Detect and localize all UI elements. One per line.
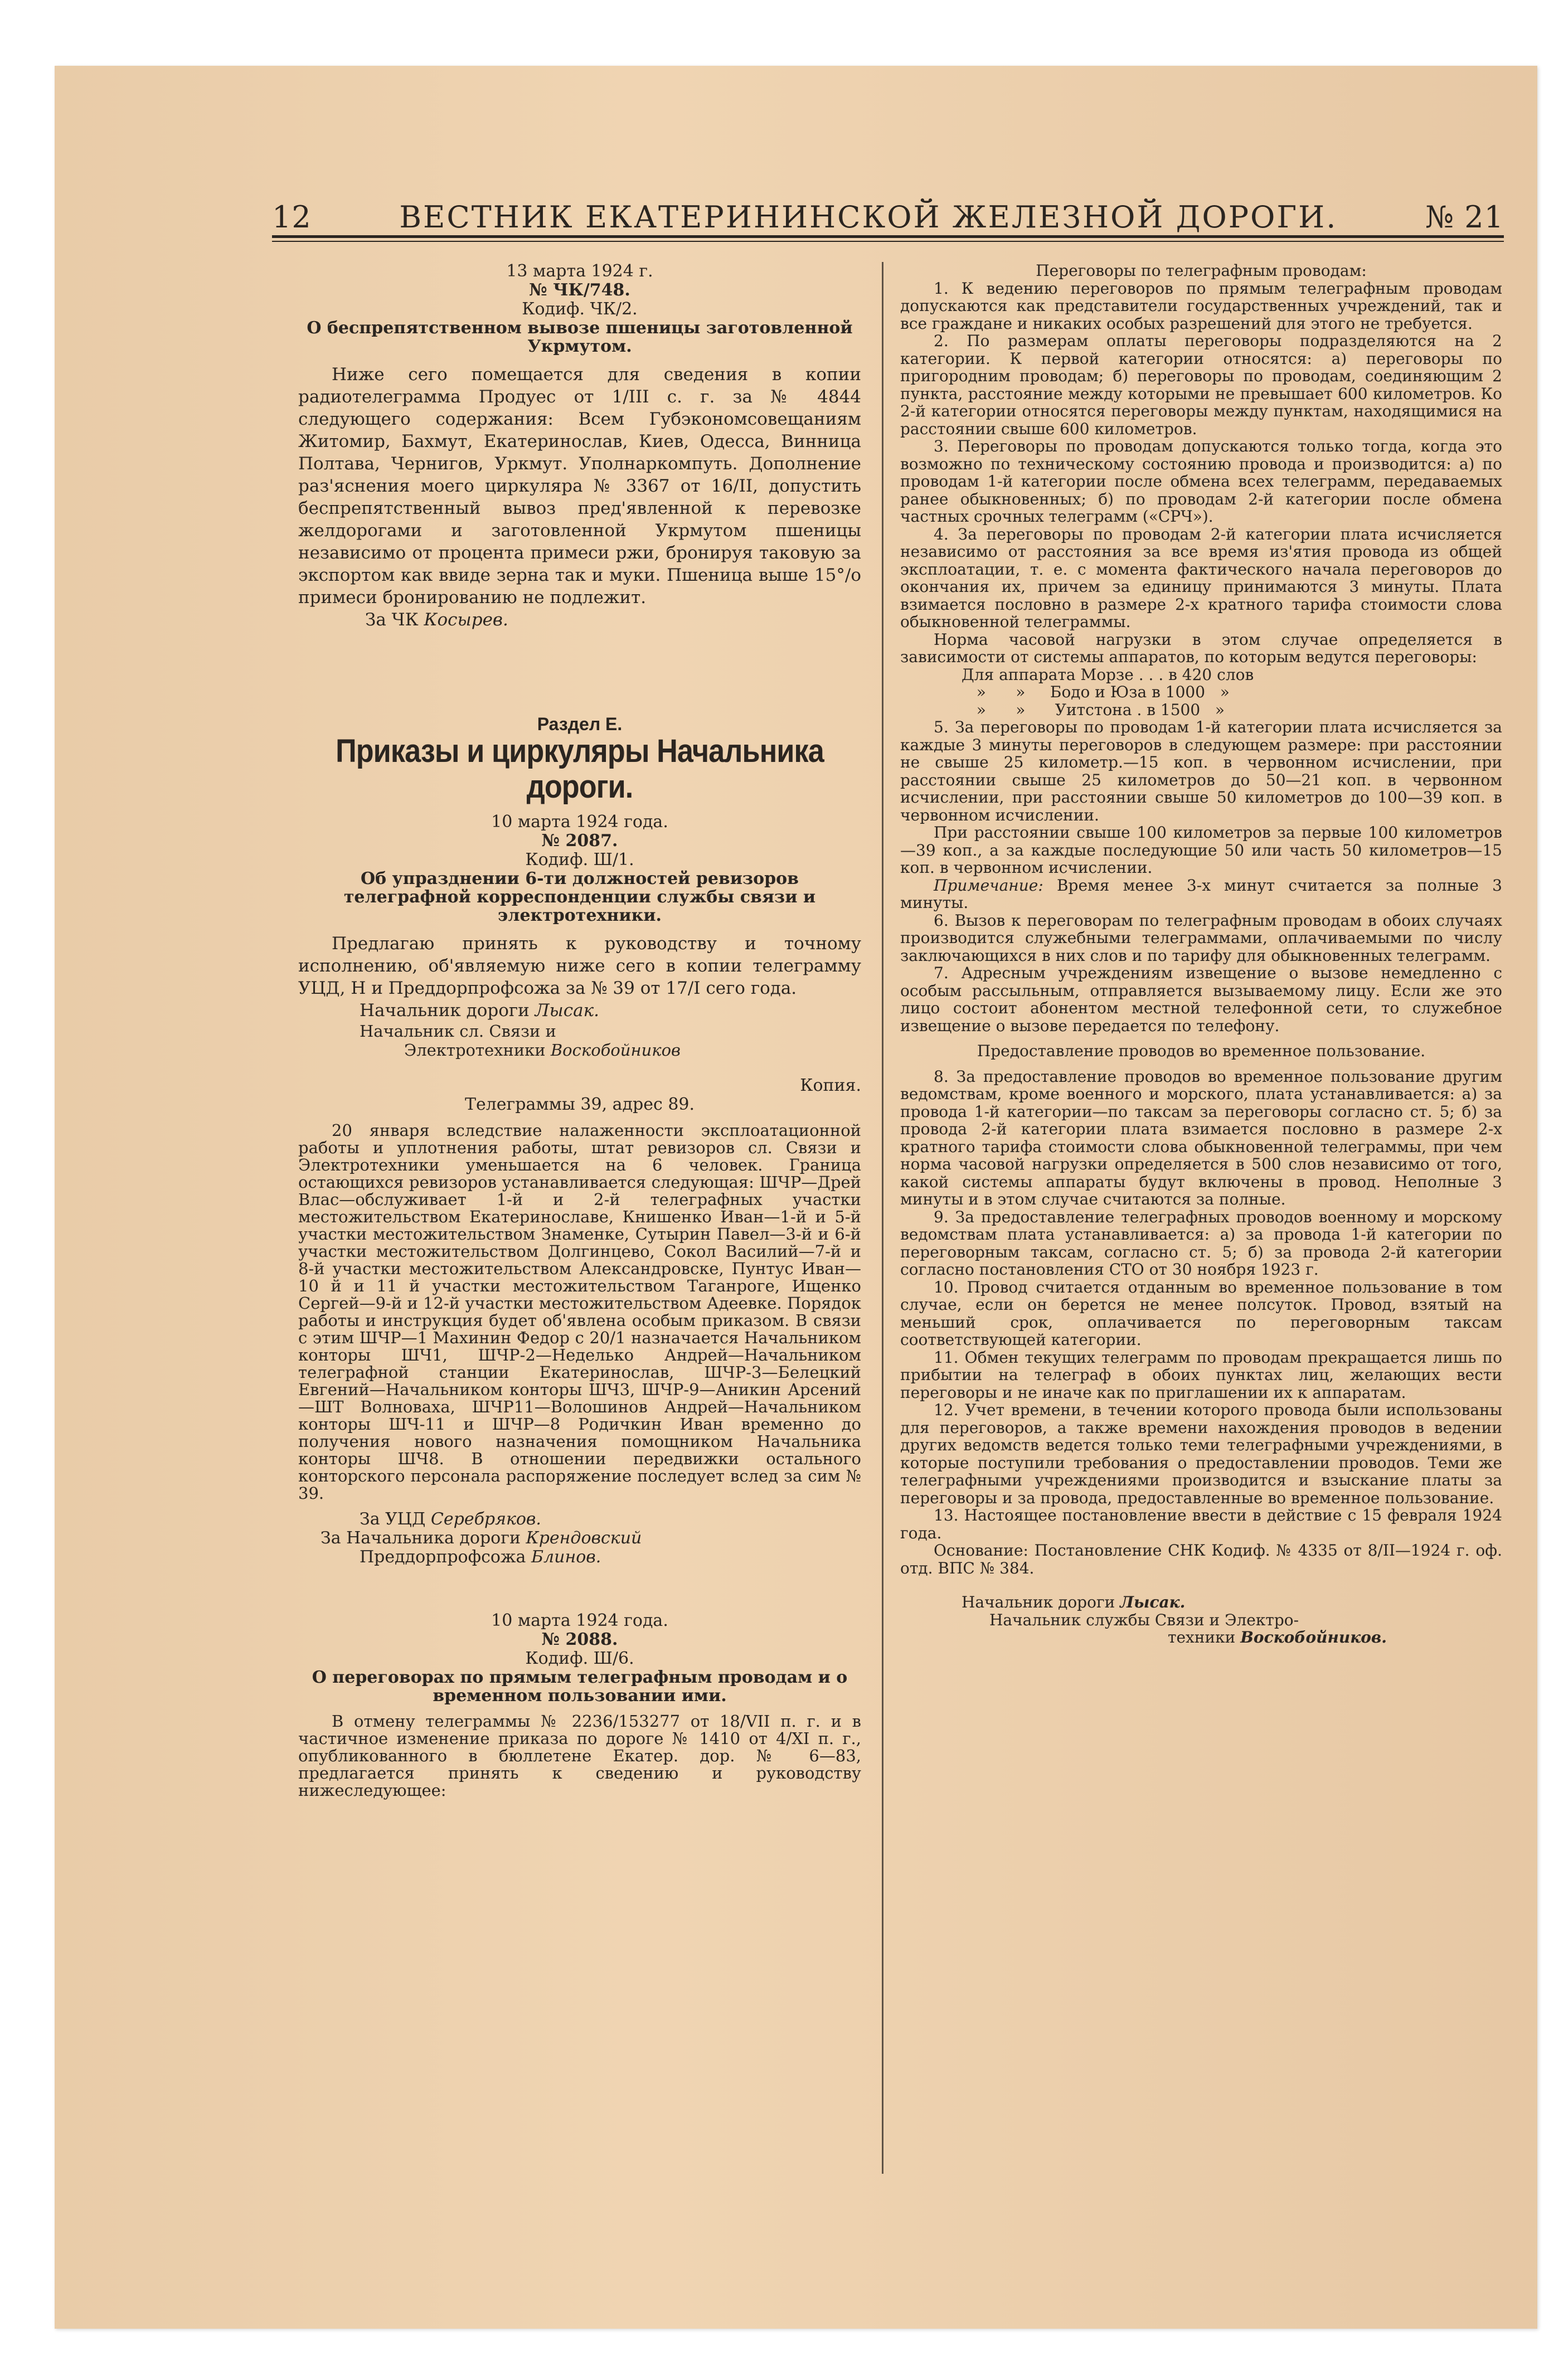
a3-code: Кодиф. Ш/6. [525,1649,634,1668]
a1-body: Ниже сего помещается для сведения в копии радиотелеграмма Продуес от 1/III с. г. за № 4844 следующего содержания: Всем Губэкономсовещаниям Житомир, Бахмут, Екатеринослав, Киев, Одесса, Винница Полтава, Чернигов, Уркмут. Уполнаркомпуть. Дополнение раз'яснения моего циркуляра № 3367 от 16/II, допустить беспрепятственный вывоз пред'явленной к перевозке желдорогами и заготовленной Укрмутом пшеницы независимо от процента примеси ржи, бронируя таковую за экспортом как ввиде зерна так и муки. Пшеница выше 15°/о примеси бронированию не подлежит. [298,365,861,608]
page-number: 12 [272,200,312,235]
clause-5: 5. За переговоры по проводам 1-й категории плата исчисляется за каждые 3 минуты переговоров в следующем размере: при расстоянии не свыше 25 километр.—15 коп. в червонном исчислении, при расстоянии свыше 25 километров до 50—21 коп. в червонном исчислении, при расстоянии свыше 50 километров до 100—39 коп. в червонном исчислении. [900,718,1502,824]
a2-sign2-line2: Электротехники Воскобойников [404,1041,681,1060]
section-label: Раздел Е. [537,714,623,734]
a3-heading: О переговорах по прямым телеграфным проводам и о временном пользовании ими. [312,1668,848,1706]
rate-row: » » Уитстона . в 1500 » [962,700,1225,719]
section-title: Приказы и циркуляры Начальника дороги. [336,733,824,805]
issue-number: № 21 [1425,200,1504,235]
clause-9: 9. За предоставление телеграфных проводов военному и морскому ведомствам плата устанавливается: а) за провода 1-й категории по переговорным таксам, согласно ст. 5; б) за провода 2-й категории согласно постановления СТО от 30 ноября 1923 г. [900,1207,1502,1279]
clause-11: 11. Обмен текущих телеграмм по проводам прекращается лишь по прибытии на телеграф в обоих пунктах лиц, желающих вести переговоры и не иначе как по приглашении их к аппаратам. [900,1348,1502,1402]
copy-label: Копия. [800,1076,861,1095]
basis: Основание: Постановление СНК Кодиф. № 4335 от 8/II—1924 г. оф. отд. ВПС № 384. [900,1541,1502,1577]
t-sign3: Преддорпрофсожа Блинов. [360,1547,601,1567]
rate-row: Для аппарата Морзе . . . в 420 слов [962,665,1254,684]
a2-sign2-line1: Начальник сл. Связи и [360,1022,556,1041]
telegram-label: Телеграммы 39, адрес 89. [464,1095,695,1114]
clause-3: 3. Переговоры по проводам допускаются только тогда, когда это возможно по техническому состоянию провода и производится: а) по проводам 1-й категории после обмена всех телеграмм, передаваемых ранее обыкновенных; б) по проводам 2-й категории после обмена частных срочных телеграмм («СРЧ»). [900,437,1502,526]
clause-1: 1. К ведению переговоров по прямым телеграфным проводам допускаются как представители государственных учреждений, так и все граждане и никаких особых разрешений для этого не требуется. [900,279,1502,333]
a1-signature: За ЧК Косырев. [365,610,508,630]
a3-number: № 2088. [541,1630,618,1649]
clause-13: 13. Настоящее постановление ввести в действие с 15 февраля 1924 года. [900,1506,1502,1542]
clause-8: 8. За предоставление проводов во временное пользование другим ведомствам, кроме военного и морского, плата устанавливается: а) за провода 1-й категории—по таксам за переговоры согласно ст. 5; б) за провода 2-й категории плата взимается пословно в размере 2-х кратного тарифа стоимости слова обыкновенной телеграммы, при чем норма часовой нагрузки определяется в 500 слов независимо от того, какой системы аппараты будут включены в провод. Неполные 3 минуты и в этом случае считаются за полные. [900,1067,1502,1208]
clause-2: 2. По размерам оплаты переговоры подразделяются на 2 категории. К первой категории относятся: а) переговоры по пригородним проводам; б) переговоры по проводам, соединяющим 2 пункта, расстояние между которыми не превышает 600 километров. Ко 2-й категории относятся переговоры между пунктам, находящимися на расстоянии свыше 600 километров. [900,332,1502,438]
left-column [298,262,861,1799]
clause-6: 6. Вызов к переговорам по телеграфным проводам в обоих случаях производится служебными телеграммами, оплачиваемыми по числу заключающихся в них слов и по тарифу для обыкновенных телеграмм. [900,911,1502,965]
r-sign1: Начальник дороги Лысак. [962,1593,1186,1611]
note: Примечание: Время менее 3-х минут считается за полные 3 минуты. [900,876,1502,912]
a1-date: 13 марта 1924 г. [506,261,653,281]
right-heading-1: Переговоры по телеграфным проводам: [1036,261,1367,280]
clause-4-norm: Норма часовой нагрузки в этом случае определяется в зависимости от системы аппаратов, по которым ведутся переговоры: [900,630,1502,666]
rate-row: » » Бодо и Юза в 1000 » [962,683,1230,701]
right-heading-2: Предоставление проводов во временное пользование. [977,1042,1426,1060]
right-column [900,262,1502,1646]
clause-7: 7. Адресным учреждениям извещение о вызове немедленно с особым рассыльным, отправляется вызываемому лицу. Если же это лицо состоит абонентом местной телефонной сети, то служебное извещение о вызове передается по телефону. [900,964,1502,1035]
a3-date: 10 марта 1924 года. [491,1611,668,1630]
clause-10: 10. Провод считается отданным во временное пользование в том случае, если он берется не менее полсуток. Провод, взятый на меньший срок, оплачивается по переговорным таксам соответствующей категории. [900,1278,1502,1349]
r-sign2-line1: Начальник службы Связи и Электро- [989,1610,1299,1629]
a2-sign1: Начальник дороги Лысак. [360,1000,599,1021]
a2-date: 10 марта 1924 года. [491,812,668,832]
t-sign1: За УЦД Серебряков. [360,1509,541,1529]
page-header [272,200,1504,233]
rates-table [900,666,1502,719]
a2-heading: Об упразднении 6-ти должностей ревизоров телеграфной корреспонденции службы связи и электротехники. [343,869,816,925]
a3-body: В отмену телеграммы № 2236/153277 от 18/VII п. г. и в частичное изменение приказа по дороге № 1410 от 4/XI п. г., опубликованного в бюллетене Екатер. дор. № 6—83, предлагается принять к сведению и руководству нижеследующее: [298,1712,861,1800]
header-rule-thick [272,235,1504,238]
r-sign2-line2: техники Воскобойников. [1168,1628,1387,1646]
column-divider [882,262,883,2174]
clause-12: 12. Учет времени, в течении которого провода были использованы для переговоров, а также времени нахождения проводов в ведении других ведомств ведется только теми телеграфными учреждениями, в которые поступили требования о предоставлении проводов. Теми же телеграфными учреждениями производится и взыскание платы за переговоры и за провода, предоставленные во временное пользование. [900,1401,1502,1507]
clause-4: 4. За переговоры по проводам 2-й категории плата исчисляется независимо от расстояния за все время из'ятия провода из общей эксплоатации, т. е. с момента фактического начала переговоров до окончания их, причем за единицу принимаются 3 минуты. Плата взимается пословно в размере 2-х кратного тарифа стоимости слова обыкновенной телеграммы. [900,524,1502,631]
header-rule-thin [272,241,1504,242]
publication-title: ВЕСТНИК ЕКАТЕРИНИНСКОЙ ЖЕЛЕЗНОЙ ДОРОГИ. [399,200,1338,235]
a2-body: Предлагаю принять к руководству и точному исполнению, об'являемую ниже сего в копии телеграмму УЦД, Н и Преддорпрофсожа за № 39 от 17/I сего года. [298,934,861,998]
a2-number: № 2087. [541,831,618,851]
a1-code: Кодиф. ЧК/2. [522,299,638,319]
clause-5-extra: При расстоянии свыше 100 километров за первые 100 километров—39 коп., а за каждые последующие 50 или часть 50 километров—15 коп. в червонном исчислении. [900,823,1502,877]
a2-code: Кодиф. Ш/1. [525,850,634,870]
t-sign2: За Начальника дороги Крендовский [321,1528,642,1548]
telegram-body: 20 января вследствие налаженности эксплоатационной работы и уплотнения работы, штат ревизоров сл. Связи и Электротехники уменьшается на 6 человек. Граница остающихся ревизоров устанавливается следующая: ШЧР—Дрей Влас—обслуживает 1-й и 2-й телеграфных участки местожительством Екатеринославе, Книшенко Иван—1-й и 5-й участки местожительством Знаменке, Сутырин Павел—3-й и 6-й участки местожительством Долгинцево, Сокол Василий—7-й и 8-й участки местожительством Александровске, Пунтус Иван—10 й и 11 й участки местожительством Таганроге, Ищенко Сергей—9-й и 12-й участки местожительством Адеевке. Порядок работы и инструкция будет об'явлена особым приказом. В связи с этим ШЧР—1 Махинин Федор с 20/1 назначается Начальником конторы ШЧ1, ШЧР-2—Неделько Андрей—Начальником телеграфной станции Екатеринослав, ШЧР-3—Белецкий Евгений—Начальником конторы ШЧ3, ШЧР-9—Аникин Арсений—ШТ Волноваха, ШЧР11—Волошинов Андрей—Начальником конторы ШЧ-11 и ШЧР—8 Родичкин Иван временно до получения нового назначения помощником Начальника конторы ШЧ8. В отношении передвижки остального конторского персонала распоряжение последует вслед за сим № 39. [298,1121,861,1503]
a1-heading: О беспрепятственном вывозе пшеницы заготовленной Укрмутом. [307,318,853,356]
a1-number: № ЧК/748. [529,280,630,300]
